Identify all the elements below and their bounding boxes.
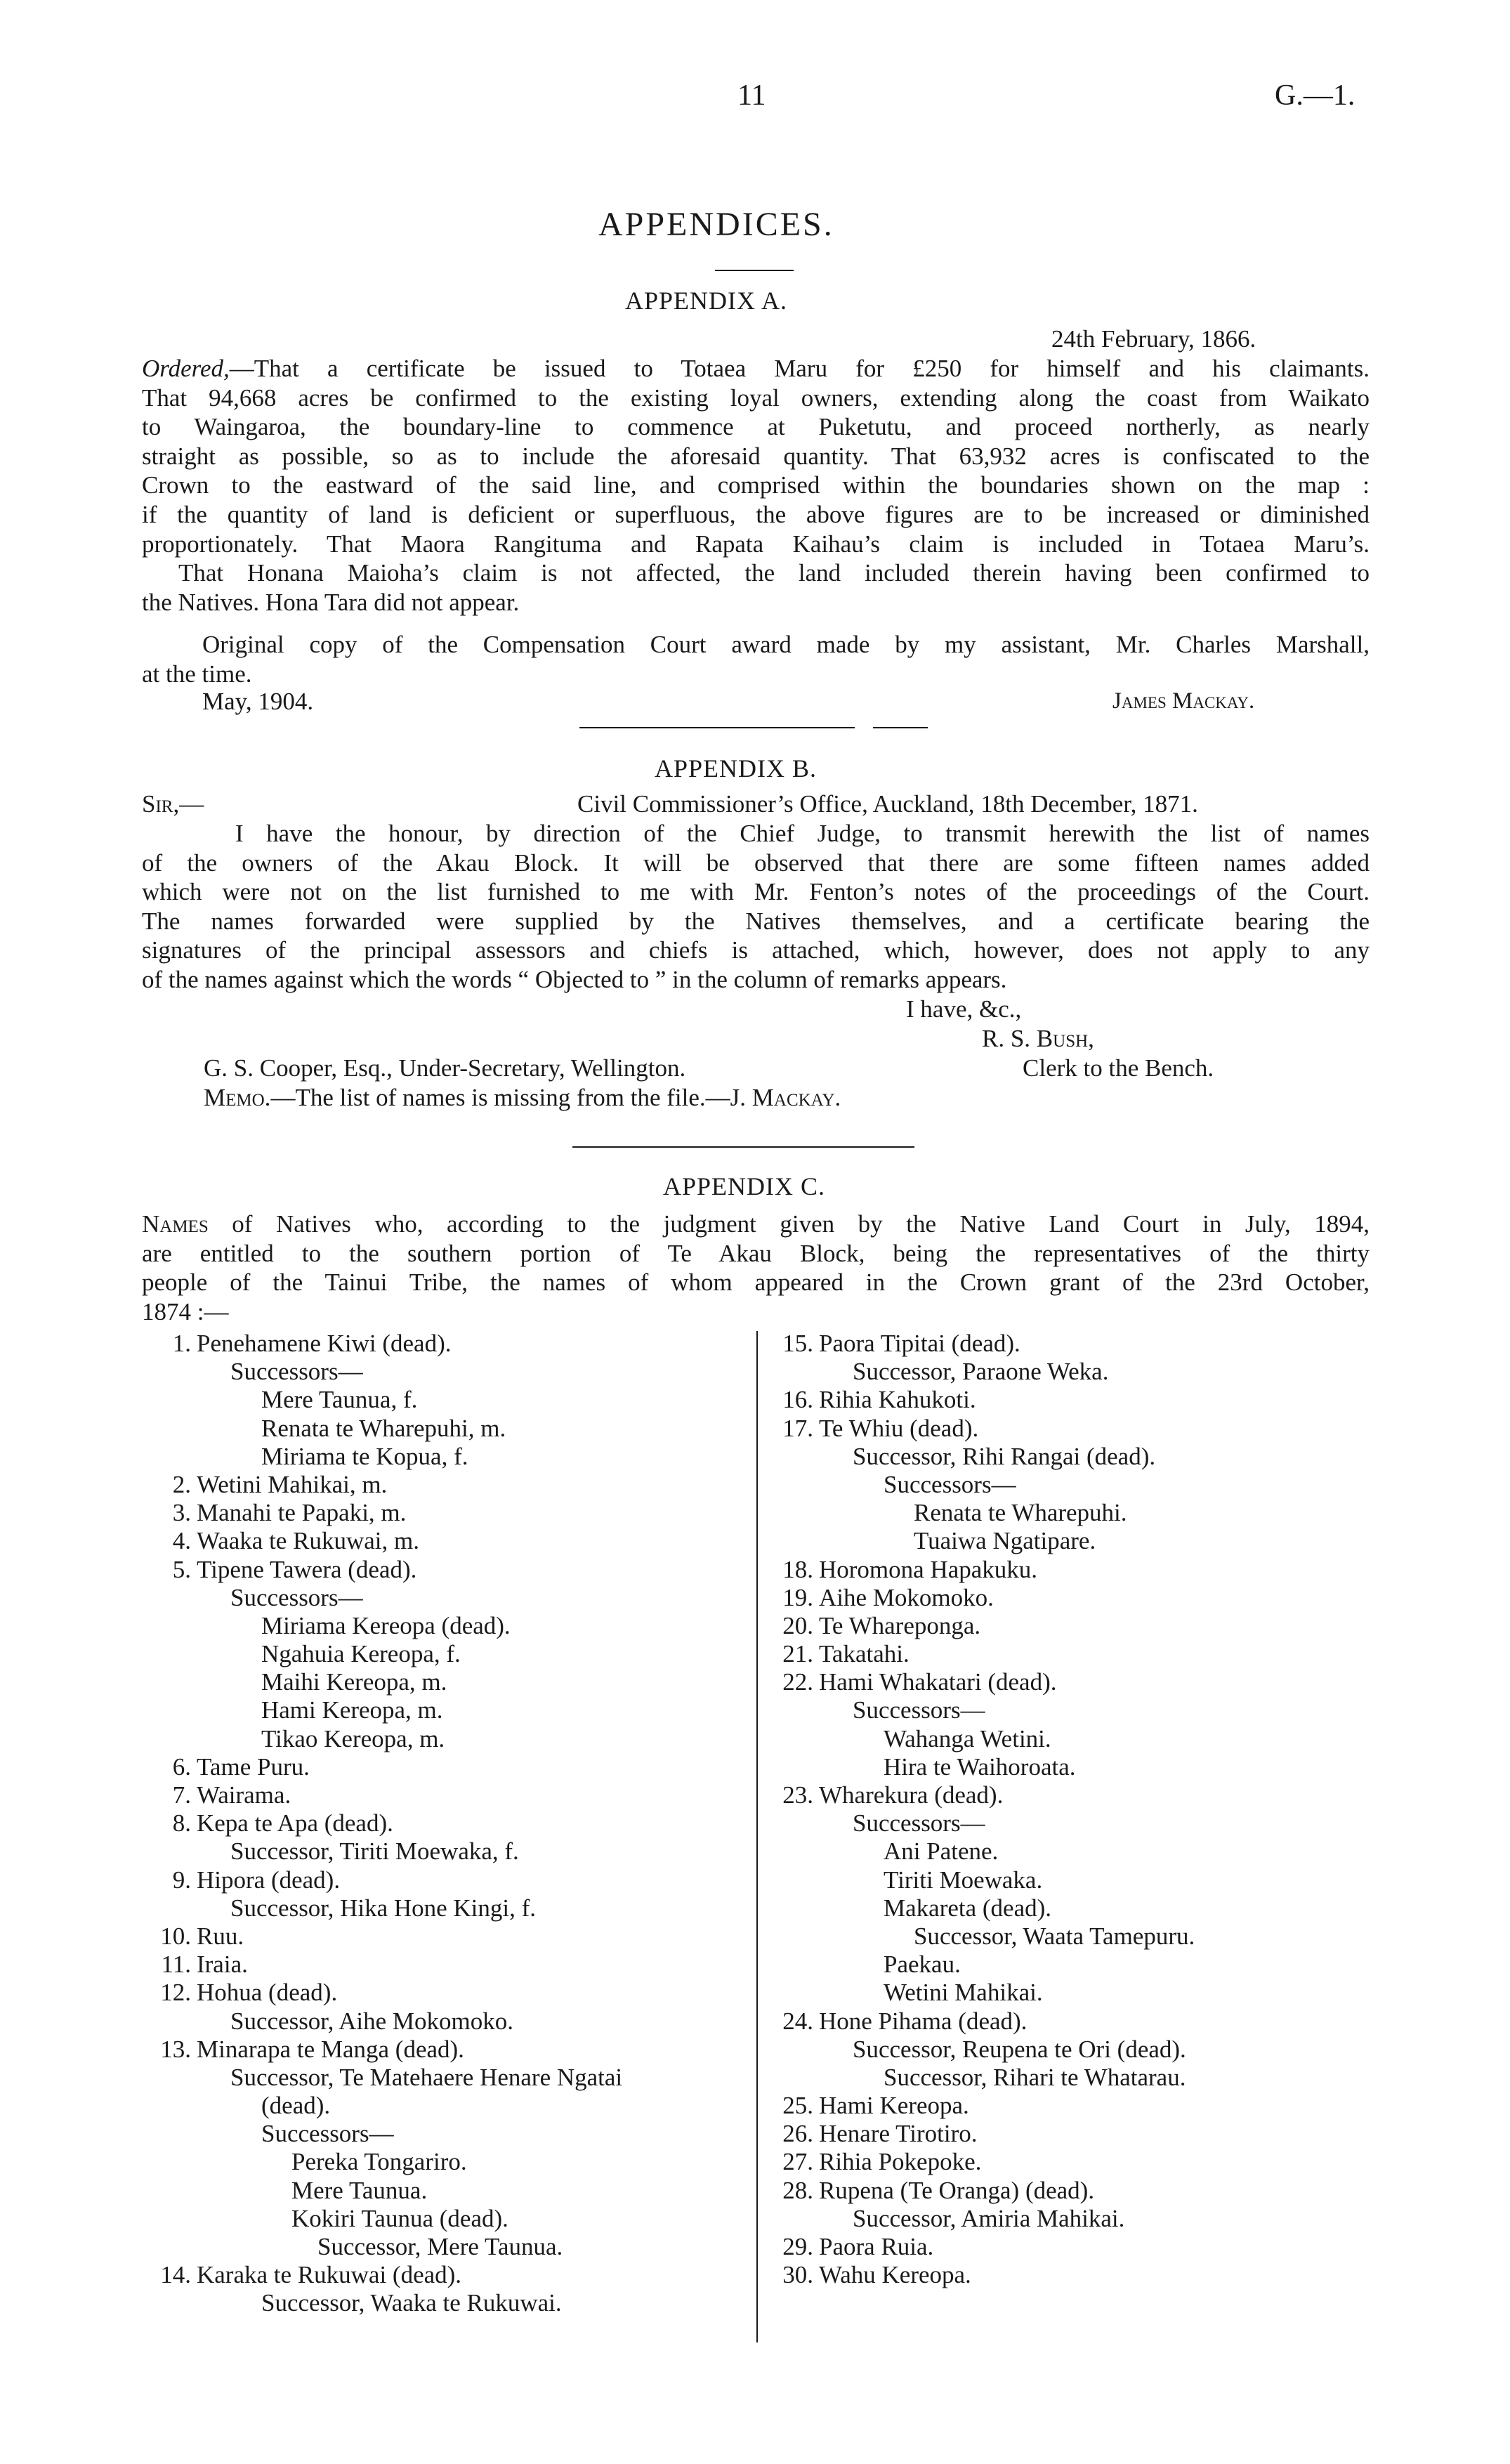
- appendix-b-line-2: of the owners of the Akau Block. It will be observed that there are some fifteen names added: [142, 848, 1370, 877]
- list-successor: Successors—: [261, 2120, 394, 2148]
- names-list-right: [764, 1330, 1368, 2289]
- list-number: 29.: [782, 2233, 813, 2260]
- list-successor: Miriama te Kopua, f.: [261, 1442, 468, 1470]
- right-list-row: [764, 1415, 1368, 1443]
- appendix-a-line-2: That 94,668 acres be confirmed to the existing loyal owners, extending along the coast from Waikato: [142, 384, 1370, 412]
- left-list-row: [142, 1979, 746, 2007]
- memo-label: Memo.: [204, 1084, 271, 1111]
- appendix-b-salutation: Sir,—: [142, 790, 204, 818]
- list-name: Tipene Tawera (dead).: [197, 1555, 417, 1583]
- right-list-row: [764, 1809, 1368, 1837]
- list-name: Henare Tirotiro.: [819, 2120, 978, 2148]
- list-successor: Tiriti Moewaka.: [884, 1866, 1043, 1894]
- list-name: Manahi te Papaki, m.: [197, 1499, 407, 1527]
- list-successor: Successor, Te Matehaere Henare Ngatai: [230, 2063, 623, 2091]
- left-list-row: [142, 1443, 746, 1471]
- list-name: Paora Tipitai (dead).: [819, 1330, 1020, 1357]
- names-label: Names: [142, 1210, 209, 1238]
- right-list-row: [764, 1358, 1368, 1386]
- list-successor: Tuaiwa Ngatipare.: [914, 1527, 1096, 1555]
- appendix-b-signer-title: Clerk to the Bench.: [1023, 1054, 1214, 1082]
- left-list-row: [142, 2177, 746, 2205]
- left-list-row: [142, 1612, 746, 1640]
- list-successor: Wetini Mahikai.: [884, 1979, 1043, 2007]
- left-list-row: [142, 1556, 746, 1584]
- right-list-row: [764, 2092, 1368, 2120]
- appendix-a-line-5: Crown to the eastward of the said line, and comprised within the boundaries shown on the map :: [142, 471, 1370, 499]
- appendix-b-line-6: of the names against which the words “ Objected to ” in the column of remarks appears.: [142, 965, 1007, 993]
- left-list-row: [142, 1527, 746, 1555]
- list-name: Takatahi.: [819, 1640, 910, 1668]
- appendix-b-body: [142, 819, 1370, 995]
- list-name: Karaka te Rukuwai (dead).: [197, 2261, 462, 2289]
- appendix-a-line-4: straight as possible, so as to include the aforesaid quantity. That 63,932 acres is confiscated to the: [142, 442, 1370, 470]
- right-list-row: [764, 1471, 1368, 1499]
- left-list-row: [142, 2007, 746, 2036]
- left-list-row: [142, 1781, 746, 1809]
- list-number: 10.: [160, 1922, 191, 1950]
- list-name: Hipora (dead).: [197, 1866, 341, 1894]
- appendix-b-closing: I have, &c.,: [906, 995, 1022, 1023]
- right-list-row: [764, 2205, 1368, 2233]
- left-list-row: [142, 1809, 746, 1837]
- appendix-a-line-9: the Natives. Hona Tara did not appear.: [142, 588, 520, 616]
- list-successor: Maihi Kereopa, m.: [261, 1668, 447, 1696]
- list-successor: Successors—: [230, 1583, 363, 1611]
- right-list-row: [764, 1866, 1368, 1894]
- list-successor: Successor, Rihari te Whatarau.: [884, 2063, 1186, 2091]
- right-list-row: [764, 1696, 1368, 1724]
- right-list-row: [764, 2007, 1368, 2036]
- appendix-c-heading: APPENDIX C.: [663, 1172, 826, 1200]
- list-successor: Hami Kereopa, m.: [261, 1696, 443, 1724]
- right-list-row: [764, 1951, 1368, 1979]
- list-successor: Hira te Waihoroata.: [884, 1752, 1076, 1781]
- list-name: Penehamene Kiwi (dead).: [197, 1330, 452, 1357]
- right-list-row: [764, 2148, 1368, 2176]
- list-number: 4.: [172, 1527, 191, 1555]
- list-number: 9.: [172, 1866, 191, 1894]
- list-name: Hone Pihama (dead).: [819, 2007, 1028, 2035]
- list-number: 11.: [161, 1951, 191, 1979]
- left-list-row: [142, 1471, 746, 1499]
- list-name: Paora Ruia.: [819, 2233, 934, 2260]
- right-list-row: [764, 2036, 1368, 2064]
- appendix-a-line-1: [142, 354, 1370, 384]
- right-list-row: [764, 1386, 1368, 1414]
- appendix-b-address: Civil Commissioner’s Office, Auckland, 18th December, 1871.: [577, 790, 1198, 818]
- list-number: 7.: [172, 1781, 191, 1809]
- list-successor: Successor, Reupena te Ori (dead).: [853, 2035, 1186, 2063]
- list-successor: Paekau.: [884, 1951, 961, 1979]
- appendix-b-line-5: signatures of the principal assessors and chiefs is attached, which, however, does not apply to any: [142, 936, 1370, 964]
- list-number: 30.: [782, 2261, 813, 2289]
- left-list-row: [142, 2289, 746, 2317]
- left-list-row: [142, 1330, 746, 1358]
- list-successor: (dead).: [261, 2092, 331, 2120]
- list-successor: Successor, Amiria Mahikai.: [853, 2204, 1125, 2232]
- list-name: Ruu.: [197, 1922, 244, 1950]
- list-number: 13.: [160, 2035, 191, 2063]
- list-number: 5.: [172, 1555, 191, 1583]
- memo-signature: J. Mackay.: [730, 1084, 841, 1111]
- right-list-row: [764, 2261, 1368, 2289]
- list-name: Hohua (dead).: [197, 1979, 338, 2007]
- appendix-a-signature: James Mackay.: [1112, 688, 1255, 714]
- list-number: 28.: [782, 2176, 813, 2204]
- right-list-row: [764, 2177, 1368, 2205]
- right-list-row: [764, 1330, 1368, 1358]
- left-list-row: [142, 2261, 746, 2289]
- left-list-row: [142, 2205, 746, 2233]
- left-list-row: [142, 1499, 746, 1527]
- appendix-b-memo: [204, 1083, 841, 1113]
- list-successor: Successors—: [230, 1358, 363, 1386]
- list-successor: Kokiri Taunua (dead).: [291, 2204, 508, 2232]
- document-reference: G.—1.: [1275, 79, 1355, 112]
- list-successor: Successors—: [853, 1696, 985, 1724]
- list-number: 15.: [782, 1330, 813, 1357]
- memo-text: —The list of names is missing from the file.—: [270, 1084, 730, 1111]
- right-list-row: [764, 1894, 1368, 1922]
- list-successor: Makareta (dead).: [884, 1894, 1052, 1922]
- appendix-a-note-date: May, 1904.: [202, 688, 314, 715]
- right-list-row: [764, 1527, 1368, 1555]
- appendix-b-line-3: which were not on the list furnished to me with Mr. Fenton’s notes of the proceedings of the Court.: [142, 878, 1370, 906]
- list-number: 22.: [782, 1668, 813, 1696]
- right-list-row: [764, 1781, 1368, 1809]
- page-number: 11: [737, 79, 766, 112]
- list-successor: Successor, Rihi Rangai (dead).: [853, 1442, 1156, 1470]
- right-list-row: [764, 1753, 1368, 1781]
- left-list-row: [142, 1386, 746, 1414]
- list-number: 17.: [782, 1414, 813, 1442]
- list-number: 6.: [172, 1752, 191, 1781]
- appendix-b-signer: [982, 1024, 1094, 1054]
- appendix-a-divider: [579, 727, 855, 728]
- list-name: Horomona Hapakuku.: [819, 1555, 1038, 1583]
- left-list-row: [142, 2036, 746, 2064]
- appendix-a-line-6: if the quantity of land is deficient or superfluous, the above figures are to be increased or diminished: [142, 500, 1370, 528]
- names-list-left: [142, 1330, 746, 2318]
- ordered-label: Ordered,: [142, 355, 230, 382]
- appendix-a-note-line-1: Original copy of the Compensation Court award made by my assistant, Mr. Charles Marshall,: [202, 631, 1370, 658]
- list-name: Te Whareponga.: [819, 1611, 981, 1639]
- appendix-b-heading: APPENDIX B.: [655, 754, 818, 782]
- page-title: APPENDICES.: [598, 206, 834, 243]
- appendix-c-intro: [142, 1210, 1370, 1326]
- list-successor: Successor, Paraone Weka.: [853, 1358, 1109, 1386]
- list-name: Wairama.: [197, 1781, 291, 1809]
- list-number: 27.: [782, 2148, 813, 2176]
- list-name: Waaka te Rukuwai, m.: [197, 1527, 419, 1555]
- list-name: Rihia Kahukoti.: [819, 1386, 976, 1414]
- list-successor: Ani Patene.: [884, 1837, 999, 1866]
- right-list-row: [764, 1922, 1368, 1951]
- list-successor: Miriama Kereopa (dead).: [261, 1611, 511, 1639]
- list-successor: Renata te Wharepuhi.: [914, 1499, 1127, 1527]
- left-list-row: [142, 2092, 746, 2120]
- list-name: Rihia Pokepoke.: [819, 2148, 982, 2176]
- appendix-c-intro-line-2: are entitled to the southern portion of Te Akau Block, being the representatives of the thirty: [142, 1239, 1370, 1267]
- list-successor: Successors—: [884, 1470, 1016, 1498]
- left-list-row: [142, 1584, 746, 1612]
- right-list-row: [764, 2064, 1368, 2092]
- right-list-row: [764, 1584, 1368, 1612]
- right-list-row: [764, 1668, 1368, 1696]
- appendix-a-divider-short: [873, 727, 928, 728]
- list-number: 16.: [782, 1386, 813, 1414]
- list-successor: Successor, Aihe Mokomoko.: [230, 2007, 514, 2035]
- left-list-row: [142, 1753, 746, 1781]
- list-number: 8.: [172, 1809, 191, 1837]
- list-number: 24.: [782, 2007, 813, 2035]
- right-list-row: [764, 1556, 1368, 1584]
- appendix-b-divider: [572, 1146, 914, 1148]
- appendix-a-line-7: proportionately. That Maora Rangituma and Rapata Kaihau’s claim is included in Totaea Maru’s.: [142, 530, 1370, 558]
- list-successor: Successor, Hika Hone Kingi, f.: [230, 1894, 537, 1922]
- appendix-a-date: 24th February, 1866.: [1051, 325, 1256, 353]
- list-number: 19.: [782, 1583, 813, 1611]
- appendix-b-line-1: I have the honour, by direction of the Chief Judge, to transmit herewith the list of names: [235, 820, 1370, 847]
- appendix-a-note: [142, 630, 1370, 688]
- right-list-row: [764, 1612, 1368, 1640]
- appendix-b-line-4: The names forwarded were supplied by the Natives themselves, and a certificate bearing the: [142, 907, 1370, 935]
- appendix-b-signer-name: R. S. Bush,: [982, 1025, 1094, 1052]
- list-successor: Wahanga Wetini.: [884, 1724, 1051, 1752]
- list-number: 21.: [782, 1640, 813, 1668]
- column-divider: [756, 1331, 758, 2342]
- list-name: Minarapa te Manga (dead).: [197, 2035, 464, 2063]
- list-name: Tame Puru.: [197, 1752, 310, 1781]
- appendix-c-intro-line-3: people of the Tainui Tribe, the names of whom appeared in the Crown grant of the 23rd October,: [142, 1269, 1370, 1297]
- list-number: 3.: [172, 1499, 191, 1527]
- ordered-text: —That a certificate be issued to Totaea Maru for £250 for himself and his claimants.: [229, 355, 1370, 382]
- list-successor: Mere Taunua.: [291, 2176, 428, 2204]
- list-number: 26.: [782, 2120, 813, 2148]
- list-name: Wharekura (dead).: [819, 1781, 1004, 1809]
- list-name: Iraia.: [197, 1951, 248, 1979]
- left-list-row: [142, 1922, 746, 1951]
- list-name: Te Whiu (dead).: [819, 1414, 979, 1442]
- right-list-row: [764, 1725, 1368, 1753]
- left-list-row: [142, 1415, 746, 1443]
- left-list-row: [142, 1894, 746, 1922]
- list-name: Hami Kereopa.: [819, 2092, 969, 2120]
- list-number: 1.: [172, 1330, 191, 1357]
- appendix-a-line-3: to Waingaroa, the boundary-line to commence at Puketutu, and proceed northerly, as nearly: [142, 413, 1370, 441]
- list-number: 25.: [782, 2092, 813, 2120]
- title-divider: [715, 270, 794, 271]
- appendix-a-note-line-2: at the time.: [142, 660, 252, 688]
- left-list-row: [142, 2120, 746, 2148]
- left-list-row: [142, 2148, 746, 2176]
- list-successor: Successor, Tiriti Moewaka, f.: [230, 1837, 519, 1866]
- list-successor: Successor, Waaka te Rukuwai.: [261, 2289, 562, 2317]
- left-list-row: [142, 2233, 746, 2261]
- left-list-row: [142, 1951, 746, 1979]
- left-list-row: [142, 1668, 746, 1696]
- list-name: Kepa te Apa (dead).: [197, 1809, 393, 1837]
- list-successor: Pereka Tongariro.: [291, 2148, 467, 2176]
- list-number: 2.: [172, 1470, 191, 1498]
- appendix-b-addressee: G. S. Cooper, Esq., Under-Secretary, Wellington.: [204, 1054, 686, 1082]
- right-list-row: [764, 2233, 1368, 2261]
- left-list-row: [142, 1640, 746, 1668]
- list-number: 23.: [782, 1781, 813, 1809]
- list-name: Hami Whakatari (dead).: [819, 1668, 1057, 1696]
- list-number: 14.: [160, 2261, 191, 2289]
- right-list-row: [764, 1837, 1368, 1866]
- list-successor: Ngahuia Kereopa, f.: [261, 1640, 461, 1668]
- list-number: 20.: [782, 1611, 813, 1639]
- list-successor: Successors—: [853, 1809, 985, 1837]
- right-list-row: [764, 1640, 1368, 1668]
- appendix-a-body: [142, 354, 1370, 617]
- list-name: Rupena (Te Oranga) (dead).: [819, 2176, 1095, 2204]
- list-successor: Successor, Waata Tamepuru.: [914, 1922, 1195, 1950]
- right-list-row: [764, 1499, 1368, 1527]
- appendix-a-line-8: That Honana Maioha’s claim is not affected, the land included therein having been confirmed to: [178, 559, 1370, 587]
- list-successor: Tikao Kereopa, m.: [261, 1724, 445, 1752]
- appendix-c-intro-line-4: 1874 :—: [142, 1297, 229, 1325]
- left-list-row: [142, 1696, 746, 1724]
- appendix-c-intro-text-1: of Natives who, according to the judgment given by the Native Land Court in July, 1894,: [232, 1210, 1370, 1238]
- list-name: Wetini Mahikai, m.: [197, 1470, 388, 1498]
- appendix-c-intro-line-1: [142, 1210, 1370, 1239]
- left-list-row: [142, 1358, 746, 1386]
- right-list-row: [764, 1979, 1368, 2007]
- left-list-row: [142, 1866, 746, 1894]
- list-name: Wahu Kereopa.: [819, 2261, 971, 2289]
- appendix-a-heading: APPENDIX A.: [625, 287, 788, 315]
- list-number: 12.: [160, 1979, 191, 2007]
- list-successor: Successor, Mere Taunua.: [317, 2233, 563, 2260]
- list-name: Aihe Mokomoko.: [819, 1583, 994, 1611]
- right-list-row: [764, 2120, 1368, 2148]
- left-list-row: [142, 1837, 746, 1866]
- list-successor: Mere Taunua, f.: [261, 1386, 418, 1414]
- right-list-row: [764, 1443, 1368, 1471]
- left-list-row: [142, 2064, 746, 2092]
- list-successor: Renata te Wharepuhi, m.: [261, 1414, 506, 1442]
- list-number: 18.: [782, 1555, 813, 1583]
- left-list-row: [142, 1725, 746, 1753]
